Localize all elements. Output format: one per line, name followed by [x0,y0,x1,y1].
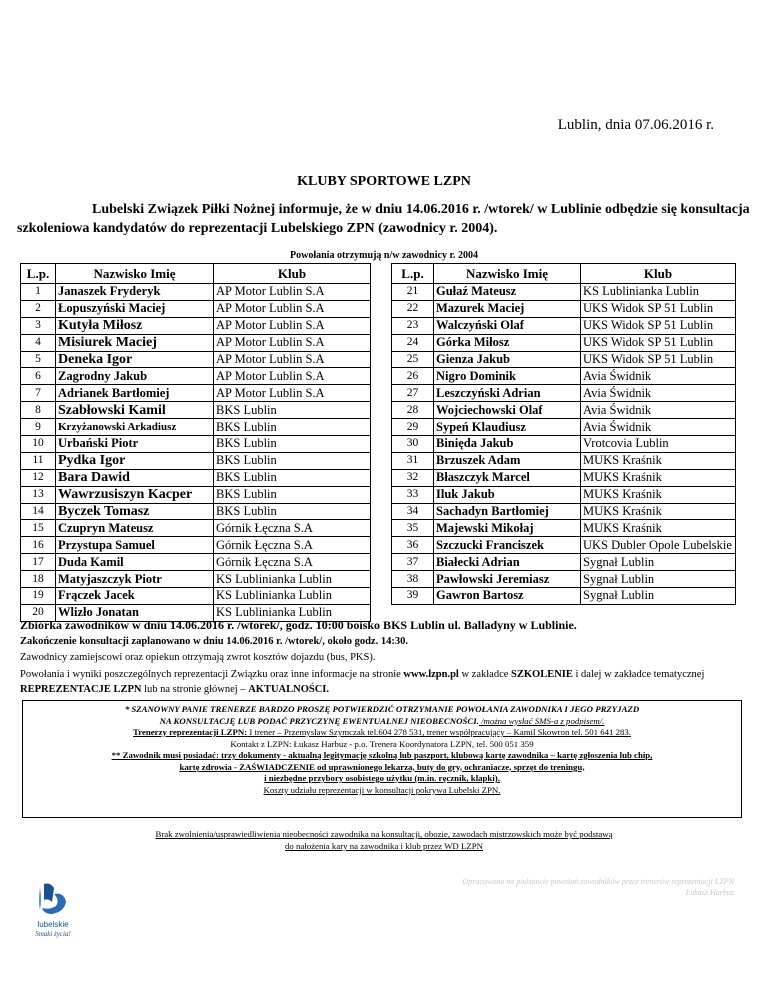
player-name: Mazurek Maciej [434,300,581,317]
costs-info: Zawodnicy zamiejscowi oraz opiekun otrzymają zwrot kosztów dojazdu (bus, PKS). [20,652,376,663]
player-number: 17 [21,554,56,571]
player-number: 29 [392,419,434,436]
player-number: 18 [21,571,56,588]
info-text: Powołania i wyniki poszczególnych reprezentacji Związku oraz inne informacje na stronie [20,669,404,680]
table-row [392,300,736,317]
player-number: 22 [392,300,434,317]
table-row [21,537,371,554]
header-name: Nazwisko Imię [434,264,581,284]
table-row [21,351,371,368]
player-club: UKS Widok SP 51 Lublin [581,317,736,334]
table-row [392,368,736,385]
player-name: Białecki Adrian [434,554,581,571]
player-number: 33 [392,486,434,503]
player-number: 36 [392,537,434,554]
player-number: 28 [392,402,434,419]
table-row [21,571,371,588]
player-number: 8 [21,402,56,419]
notice-line: Kontakt z LZPN: Łukasz Harbuz - p.o. Trenera Koordynatora LZPN, tel. 500 051 359 [230,738,534,749]
player-club: KS Lublinianka Lublin [581,284,736,301]
player-club: MUKS Kraśnik [581,520,736,537]
document-heading: KLUBY SPORTOWE LZPN [297,174,471,189]
reprezentacje-label: REPREZENTACJE LZPN [20,684,142,695]
player-name: Walczyński Olaf [434,317,581,334]
player-name: Czupryn Mateusz [56,520,214,537]
player-name: Pydka Igor [56,452,214,469]
intro-paragraph: Lubelski Związek Piłki Nożnej informuje, że w dniu 14.06.2016 r. /wtorek/ w Lublinie odbędzie się konsultacja szkoleniowa kandydatów do reprezentacji Lubelskiego ZPN (zawodnicy r. 2004). [17,202,750,236]
roster-table-right [391,263,736,605]
table-row [21,520,371,537]
player-club: AP Motor Lublin S.A [214,351,371,368]
table-row [21,452,371,469]
player-club: UKS Widok SP 51 Lublin [581,351,736,368]
table-row [392,469,736,486]
player-number: 39 [392,588,434,605]
player-name: Iluk Jakub [434,486,581,503]
player-club: KS Lublinianka Lublin [214,571,371,588]
player-name: Brzuszek Adam [434,452,581,469]
player-club: MUKS Kraśnik [581,469,736,486]
player-name: Wlizło Jonatan [56,604,214,621]
notice-text: NA KONSULTACJĘ LUB PODAĆ PRZYCZYNĘ EWENTUALNEJ NIEOBECNOŚCI. [159,715,479,726]
table-row [392,317,736,334]
player-club: AP Motor Lublin S.A [214,385,371,402]
player-name: Matyjaszczyk Piotr [56,571,214,588]
player-name: Gawron Bartosz [434,588,581,605]
notice-line: kartę zdrowia - ZAŚWIADCZENIE od uprawnionego lekarza, buty do gry, ochraniacze, sprzęt do treningu, [179,761,585,772]
player-name: Kutyła Miłosz [56,317,214,334]
player-name: Adrianek Bartłomiej [56,385,214,402]
table-header-row [392,264,736,284]
player-club: Górnik Łęczna S.A [214,520,371,537]
player-number: 13 [21,486,56,503]
table-row [392,334,736,351]
player-number: 9 [21,419,56,436]
notice-line [23,716,741,728]
player-number: 12 [21,469,56,486]
player-name: Byczek Tomasz [56,503,214,520]
header-club: Klub [581,264,736,284]
player-number: 16 [21,537,56,554]
player-name: Nigro Dominik [434,368,581,385]
table-row [392,588,736,605]
trainers-label: Trenerzy reprezentacji LZPN: [133,727,248,737]
player-club: UKS Dubler Opole Lubelskie [581,537,736,554]
player-name: Błaszczyk Marcel [434,469,581,486]
site-link[interactable]: www.lzpn.pl [403,669,459,680]
player-number: 11 [21,452,56,469]
player-name: Leszczyński Adrian [434,385,581,402]
header-club: Klub [214,264,371,284]
table-row [21,469,371,486]
player-club: AP Motor Lublin S.A [214,300,371,317]
player-name: Pawłowski Jeremiasz [434,571,581,588]
player-number: 37 [392,554,434,571]
player-club: Avia Świdnik [581,385,736,402]
player-club: KS Lublinianka Lublin [214,588,371,605]
player-name: Górka Miłosz [434,334,581,351]
table-row [21,436,371,453]
info-text: i dalej w zakładce tematycznej [572,669,705,680]
header-lp: L.p. [21,264,56,284]
penalty-line: do nałożenia kary na zawodnika i klub przez WD LZPN [285,841,483,851]
player-club: Avia Świdnik [581,402,736,419]
table-row [392,503,736,520]
lubelskie-logo-icon [30,880,76,920]
footer-note [414,876,734,898]
table-row [21,503,371,520]
player-name: Wawrzusiszyn Kacper [56,486,214,503]
notice-line [23,727,741,739]
player-club: AP Motor Lublin S.A [214,334,371,351]
table-row [21,554,371,571]
player-name: Misiurek Maciej [56,334,214,351]
notice-line: ** Zawodnik musi posiadać: trzy dokumenty - aktualną legitymację szkolną lub paszport, klubową kartę zawodnika – kartę zgłoszenia lub chip, [111,750,653,760]
notice-line: * SZANOWNY PANIE TRENERZE BARDZO PROSZĘ POTWIERDZIĆ OTRZYMANIE POWOŁANIA ZAWODNIKA I JEGO PRZYJAZD [124,704,640,714]
player-name: Zagrodny Jakub [56,368,214,385]
document-date: Lublin, dnia 07.06.2016 r. [557,117,714,133]
player-number: 6 [21,368,56,385]
player-club: BKS Lublin [214,469,371,486]
player-number: 10 [21,436,56,453]
callups-caption: Powołania otrzymują n/w zawodnicy r. 2004 [290,250,478,261]
player-number: 32 [392,469,434,486]
player-name: Szabłowski Kamil [56,402,214,419]
table-header-row [21,264,371,284]
player-club: Górnik Łęczna S.A [214,537,371,554]
trainers-text: I trener – Przemysław Szymczak tel.604 278 531, trener współpracujący – Kamil Skowron tel. 501 641 283. [247,727,631,737]
player-name: Sachadyn Bartłomiej [434,503,581,520]
header-lp: L.p. [392,264,434,284]
table-row [21,334,371,351]
penalty-line: Brak zwolnienia/usprawiedliwienia nieobecności zawodnika na konsultacji, obozie, zawodach mistrzowskich może być podstawą [155,829,613,839]
player-club: BKS Lublin [214,452,371,469]
player-club: Sygnał Lublin [581,554,736,571]
player-number: 19 [21,588,56,605]
player-club: BKS Lublin [214,436,371,453]
player-club: Sygnał Lublin [581,588,736,605]
table-row [21,402,371,419]
player-number: 34 [392,503,434,520]
table-row [392,419,736,436]
player-club: BKS Lublin [214,486,371,503]
aktualnosci-label: AKTUALNOŚCI. [248,684,329,695]
player-number: 1 [21,284,56,301]
player-club: MUKS Kraśnik [581,452,736,469]
gathering-info: Zbiórka zawodników w dniu 14.06.2016 r. /wtorek/, godz. 10:00 boisko BKS Lublin ul. Balladyny w Lublinie. [20,618,577,632]
website-info [20,667,748,697]
logo-slogan: Smaki życia! [35,930,71,938]
player-name: Frączek Jacek [56,588,214,605]
player-number: 4 [21,334,56,351]
table-row [21,300,371,317]
table-row [392,402,736,419]
player-club: UKS Widok SP 51 Lublin [581,300,736,317]
table-row [21,317,371,334]
footer-line: Opracowano na podstawie powołań zawodników przez trenerów reprezentacji LZPN [462,877,734,886]
player-club: BKS Lublin [214,402,371,419]
player-club: AP Motor Lublin S.A [214,368,371,385]
player-name: Gienza Jakub [434,351,581,368]
player-number: 14 [21,503,56,520]
player-name: Krzyżanowski Arkadiusz [56,419,214,436]
table-row [392,486,736,503]
table-row [392,554,736,571]
player-number: 5 [21,351,56,368]
player-number: 38 [392,571,434,588]
notice-line: Koszty udziału reprezentacji w konsultacji pokrywa Lubelski ZPN. [263,784,501,795]
player-club: MUKS Kraśnik [581,503,736,520]
player-name: Przystupa Samuel [56,537,214,554]
player-club: BKS Lublin [214,503,371,520]
table-row [21,486,371,503]
player-number: 27 [392,385,434,402]
player-number: 20 [21,604,56,621]
notice-box [22,700,742,818]
player-number: 31 [392,452,434,469]
player-number: 35 [392,520,434,537]
table-row [392,284,736,301]
table-row [21,284,371,301]
player-name: Gułaź Mateusz [434,284,581,301]
player-number: 23 [392,317,434,334]
lubelskie-logo [30,880,76,938]
player-name: Deneka Igor [56,351,214,368]
table-row [392,385,736,402]
player-club: MUKS Kraśnik [581,486,736,503]
table-row [21,419,371,436]
notice-sms: /można wysłać SMS-a z podpisem/. [478,715,605,726]
penalty-note [0,828,768,852]
player-name: Szczucki Franciszek [434,537,581,554]
table-row [21,385,371,402]
info-text: w zakładce [458,669,512,680]
player-club: UKS Widok SP 51 Lublin [581,334,736,351]
player-number: 2 [21,300,56,317]
player-name: Janaszek Fryderyk [56,284,214,301]
table-row [392,436,736,453]
player-club: Avia Świdnik [581,368,736,385]
table-row [392,520,736,537]
table-row [392,452,736,469]
header-name: Nazwisko Imię [56,264,214,284]
info-text: lub na stronie głównej – [141,684,249,695]
player-name: Bara Dawid [56,469,214,486]
player-club: Vrotcovia Lublin [581,436,736,453]
player-club: AP Motor Lublin S.A [214,317,371,334]
table-row [392,351,736,368]
logo-text: lubelskie [37,920,69,929]
player-name: Urbański Piotr [56,436,214,453]
player-number: 24 [392,334,434,351]
end-info: Zakończenie konsultacji zaplanowano w dniu 14.06.2016 r. /wtorek/, około godz. 14:30. [20,636,408,647]
player-name: Wojciechowski Olaf [434,402,581,419]
table-row [21,588,371,605]
player-number: 15 [21,520,56,537]
player-number: 3 [21,317,56,334]
player-club: KS Lublinianka Lublin [214,604,371,621]
player-club: Sygnał Lublin [581,571,736,588]
player-number: 21 [392,284,434,301]
table-row [392,537,736,554]
table-row [392,571,736,588]
player-name: Majewski Mikołaj [434,520,581,537]
player-number: 30 [392,436,434,453]
player-name: Duda Kamil [56,554,214,571]
player-club: AP Motor Lublin S.A [214,284,371,301]
player-number: 26 [392,368,434,385]
roster-table-left [20,263,371,622]
player-number: 25 [392,351,434,368]
table-row [21,368,371,385]
player-name: Łopuszyński Maciej [56,300,214,317]
player-club: BKS Lublin [214,419,371,436]
player-name: Sypeń Klaudiusz [434,419,581,436]
player-name: Binięda Jakub [434,436,581,453]
notice-line: i niezbędne przybory osobistego użytku (m.in. ręcznik, klapki). [264,773,500,783]
player-club: Górnik Łęczna S.A [214,554,371,571]
player-club: Avia Świdnik [581,419,736,436]
szkolenie-label: SZKOLENIE [511,669,573,680]
player-number: 7 [21,385,56,402]
footer-line: Łukasz Harbuz [685,888,734,897]
